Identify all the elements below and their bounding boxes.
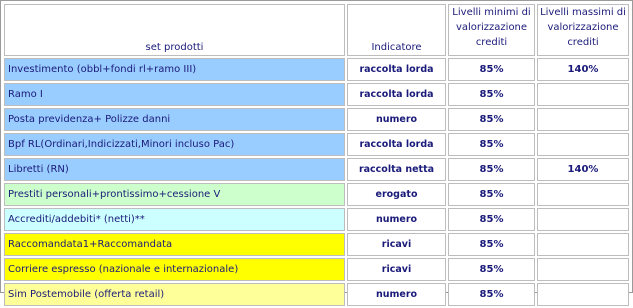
table-row (4, 58, 629, 81)
indicator-cell: numero (347, 108, 446, 131)
min-value-cell: 85% (448, 83, 535, 106)
indicator-cell: raccolta lorda (347, 83, 446, 106)
product-cell: Sim Postemobile (offerta retail) (4, 283, 345, 306)
indicator-cell: numero (347, 208, 446, 231)
product-cell: Corriere espresso (nazionale e internazionale) (4, 258, 345, 281)
table-row (4, 83, 629, 106)
max-value-cell (537, 283, 629, 306)
product-cell: Posta previdenza+ Polizze danni (4, 108, 345, 131)
indicator-cell: ricavi (347, 233, 446, 256)
indicator-cell: raccolta lorda (347, 58, 446, 81)
table-row (4, 133, 629, 156)
max-value-cell: 140% (537, 58, 629, 81)
table-row (4, 258, 629, 281)
header-livelli-massimi: Livelli massimi di valorizzazione crediti (537, 4, 629, 56)
table-row (4, 183, 629, 206)
product-cell: Ramo I (4, 83, 345, 106)
product-cell: Prestiti personali+prontissimo+cessione V (4, 183, 345, 206)
table-row (4, 108, 629, 131)
max-value-cell (537, 83, 629, 106)
max-value-cell: 140% (537, 158, 629, 181)
max-value-cell (537, 258, 629, 281)
table-row (4, 233, 629, 256)
min-value-cell: 85% (448, 58, 535, 81)
table-row (4, 208, 629, 231)
min-value-cell: 85% (448, 258, 535, 281)
products-table (2, 2, 631, 308)
min-value-cell: 85% (448, 208, 535, 231)
product-cell: Libretti (RN) (4, 158, 345, 181)
min-value-cell: 85% (448, 108, 535, 131)
indicator-cell: raccolta netta (347, 158, 446, 181)
indicator-cell: erogato (347, 183, 446, 206)
header-livelli-minimi: Livelli minimi di valorizzazione crediti (448, 4, 535, 56)
header-prodotti: set prodotti (4, 4, 345, 56)
product-cell: Accrediti/addebiti* (netti)** (4, 208, 345, 231)
header-row (4, 4, 629, 56)
max-value-cell (537, 108, 629, 131)
product-cell: Investimento (obbl+fondi rl+ramo III) (4, 58, 345, 81)
min-value-cell: 85% (448, 183, 535, 206)
max-value-cell (537, 233, 629, 256)
indicator-cell: numero (347, 283, 446, 306)
max-value-cell (537, 183, 629, 206)
table-row (4, 158, 629, 181)
min-value-cell: 85% (448, 283, 535, 306)
min-value-cell: 85% (448, 233, 535, 256)
min-value-cell: 85% (448, 133, 535, 156)
product-cell: Bpf RL(Ordinari,Indicizzati,Minori incluso Pac) (4, 133, 345, 156)
min-value-cell: 85% (448, 158, 535, 181)
product-cell: Raccomandata1+Raccomandata (4, 233, 345, 256)
header-indicatore: Indicatore (347, 4, 446, 56)
indicator-cell: raccolta lorda (347, 133, 446, 156)
table-row (4, 283, 629, 306)
max-value-cell (537, 133, 629, 156)
indicator-cell: ricavi (347, 258, 446, 281)
max-value-cell (537, 208, 629, 231)
